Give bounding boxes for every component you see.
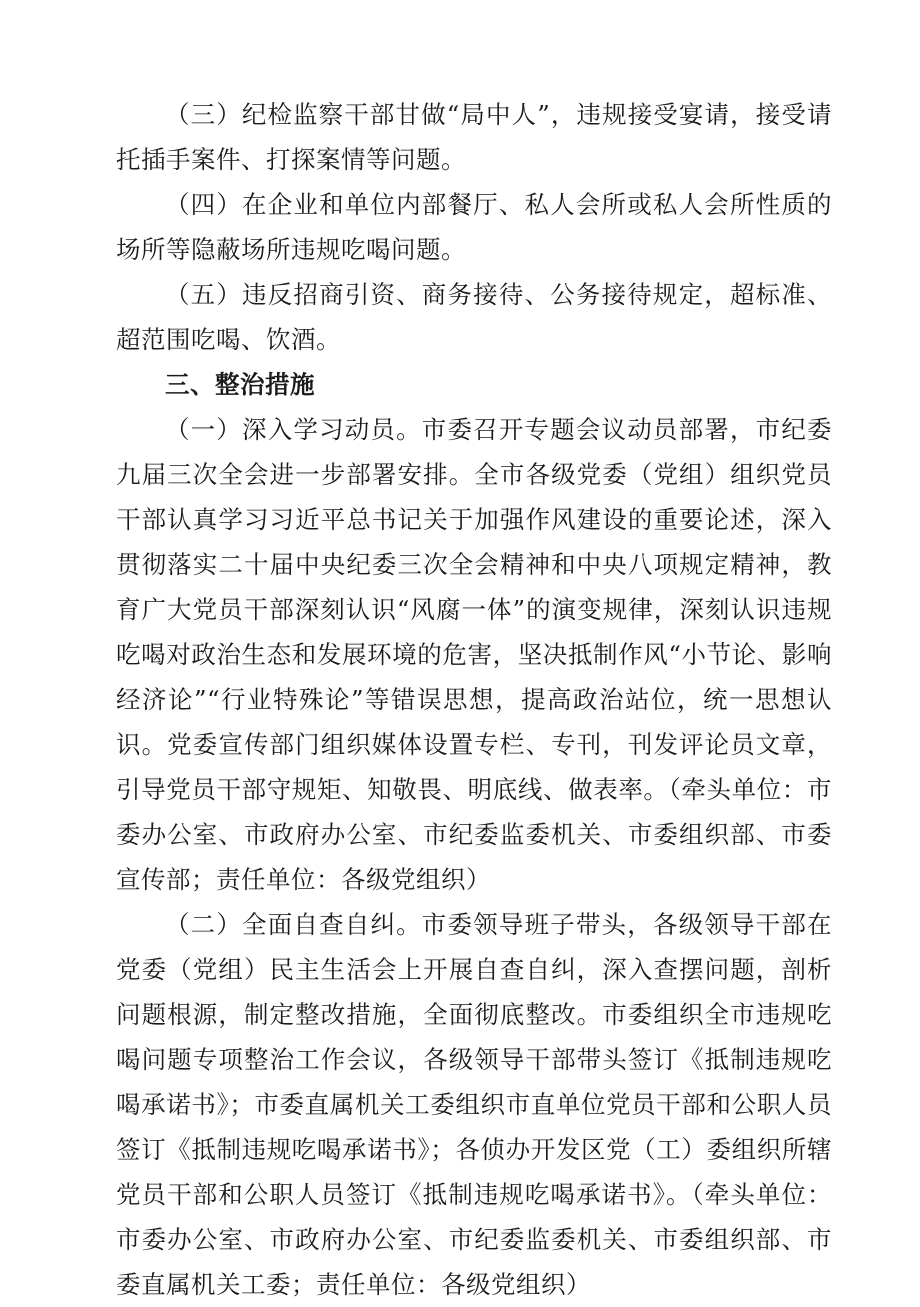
- paragraph-measure-1: （一）深入学习动员。市委召开专题会议动员部署，市纪委九届三次全会进一步部署安排。全市各级党委（党组）组织党员干部认真学习习近平总书记关于加强作风建设的重要论述，深入贯彻落实二十届中央纪委三次全会精神和中央八项规定精神，教育广大党员干部深刻认识“风腐一体”的演变规律，深刻认识违规吃喝对政治生态和发展环境的危害，坚决抵制作风“小节论、影响经济论”“行业特殊论”等错误思想，提高政治站位，统一思想认识。党委宣传部门组织媒体设置专栏、专刊，刊发评论员文章，引导党员干部守规矩、知敬畏、明底线、做表率。（牵头单位：市委办公室、市政府办公室、市纪委监委机关、市委组织部、市委宣传部；责任单位：各级党组织）: [116, 415, 832, 894]
- section-heading: 三、整治措施: [165, 370, 315, 399]
- paragraph-item-4: （四）在企业和单位内部餐厅、私人会所或私人会所性质的场所等隐蔽场所违规吃喝问题。: [116, 190, 832, 264]
- paragraph-item-3: （三）纪检监察干部甘做“局中人”，违规接受宴请，接受请托插手案件、打探案情等问题。: [116, 100, 832, 174]
- paragraph-item-5: （五）违反招商引资、商务接待、公务接待规定，超标准、超范围吃喝、饮酒。: [116, 280, 832, 354]
- paragraph-measure-2: （二）全面自查自纠。市委领导班子带头，各级领导干部在党委（党组）民主生活会上开展自查自纠，深入查摆问题，剖析问题根源，制定整改措施，全面彻底整改。市委组织全市违规吃喝问题专项整治工作会议，各级领导干部带头签订《抵制违规吃喝承诺书》；市委直属机关工委组织市直单位党员干部和公职人员签订《抵制违规吃喝承诺书》；各侦办开发区党（工）委组织所辖党员干部和公职人员签订《抵制违规吃喝承诺书》。（牵头单位：市委办公室、市政府办公室、市纪委监委机关、市委组织部、市委直属机关工委；责任单位：各级党组织）: [116, 910, 832, 1299]
- document-body: [116, 92, 832, 1307]
